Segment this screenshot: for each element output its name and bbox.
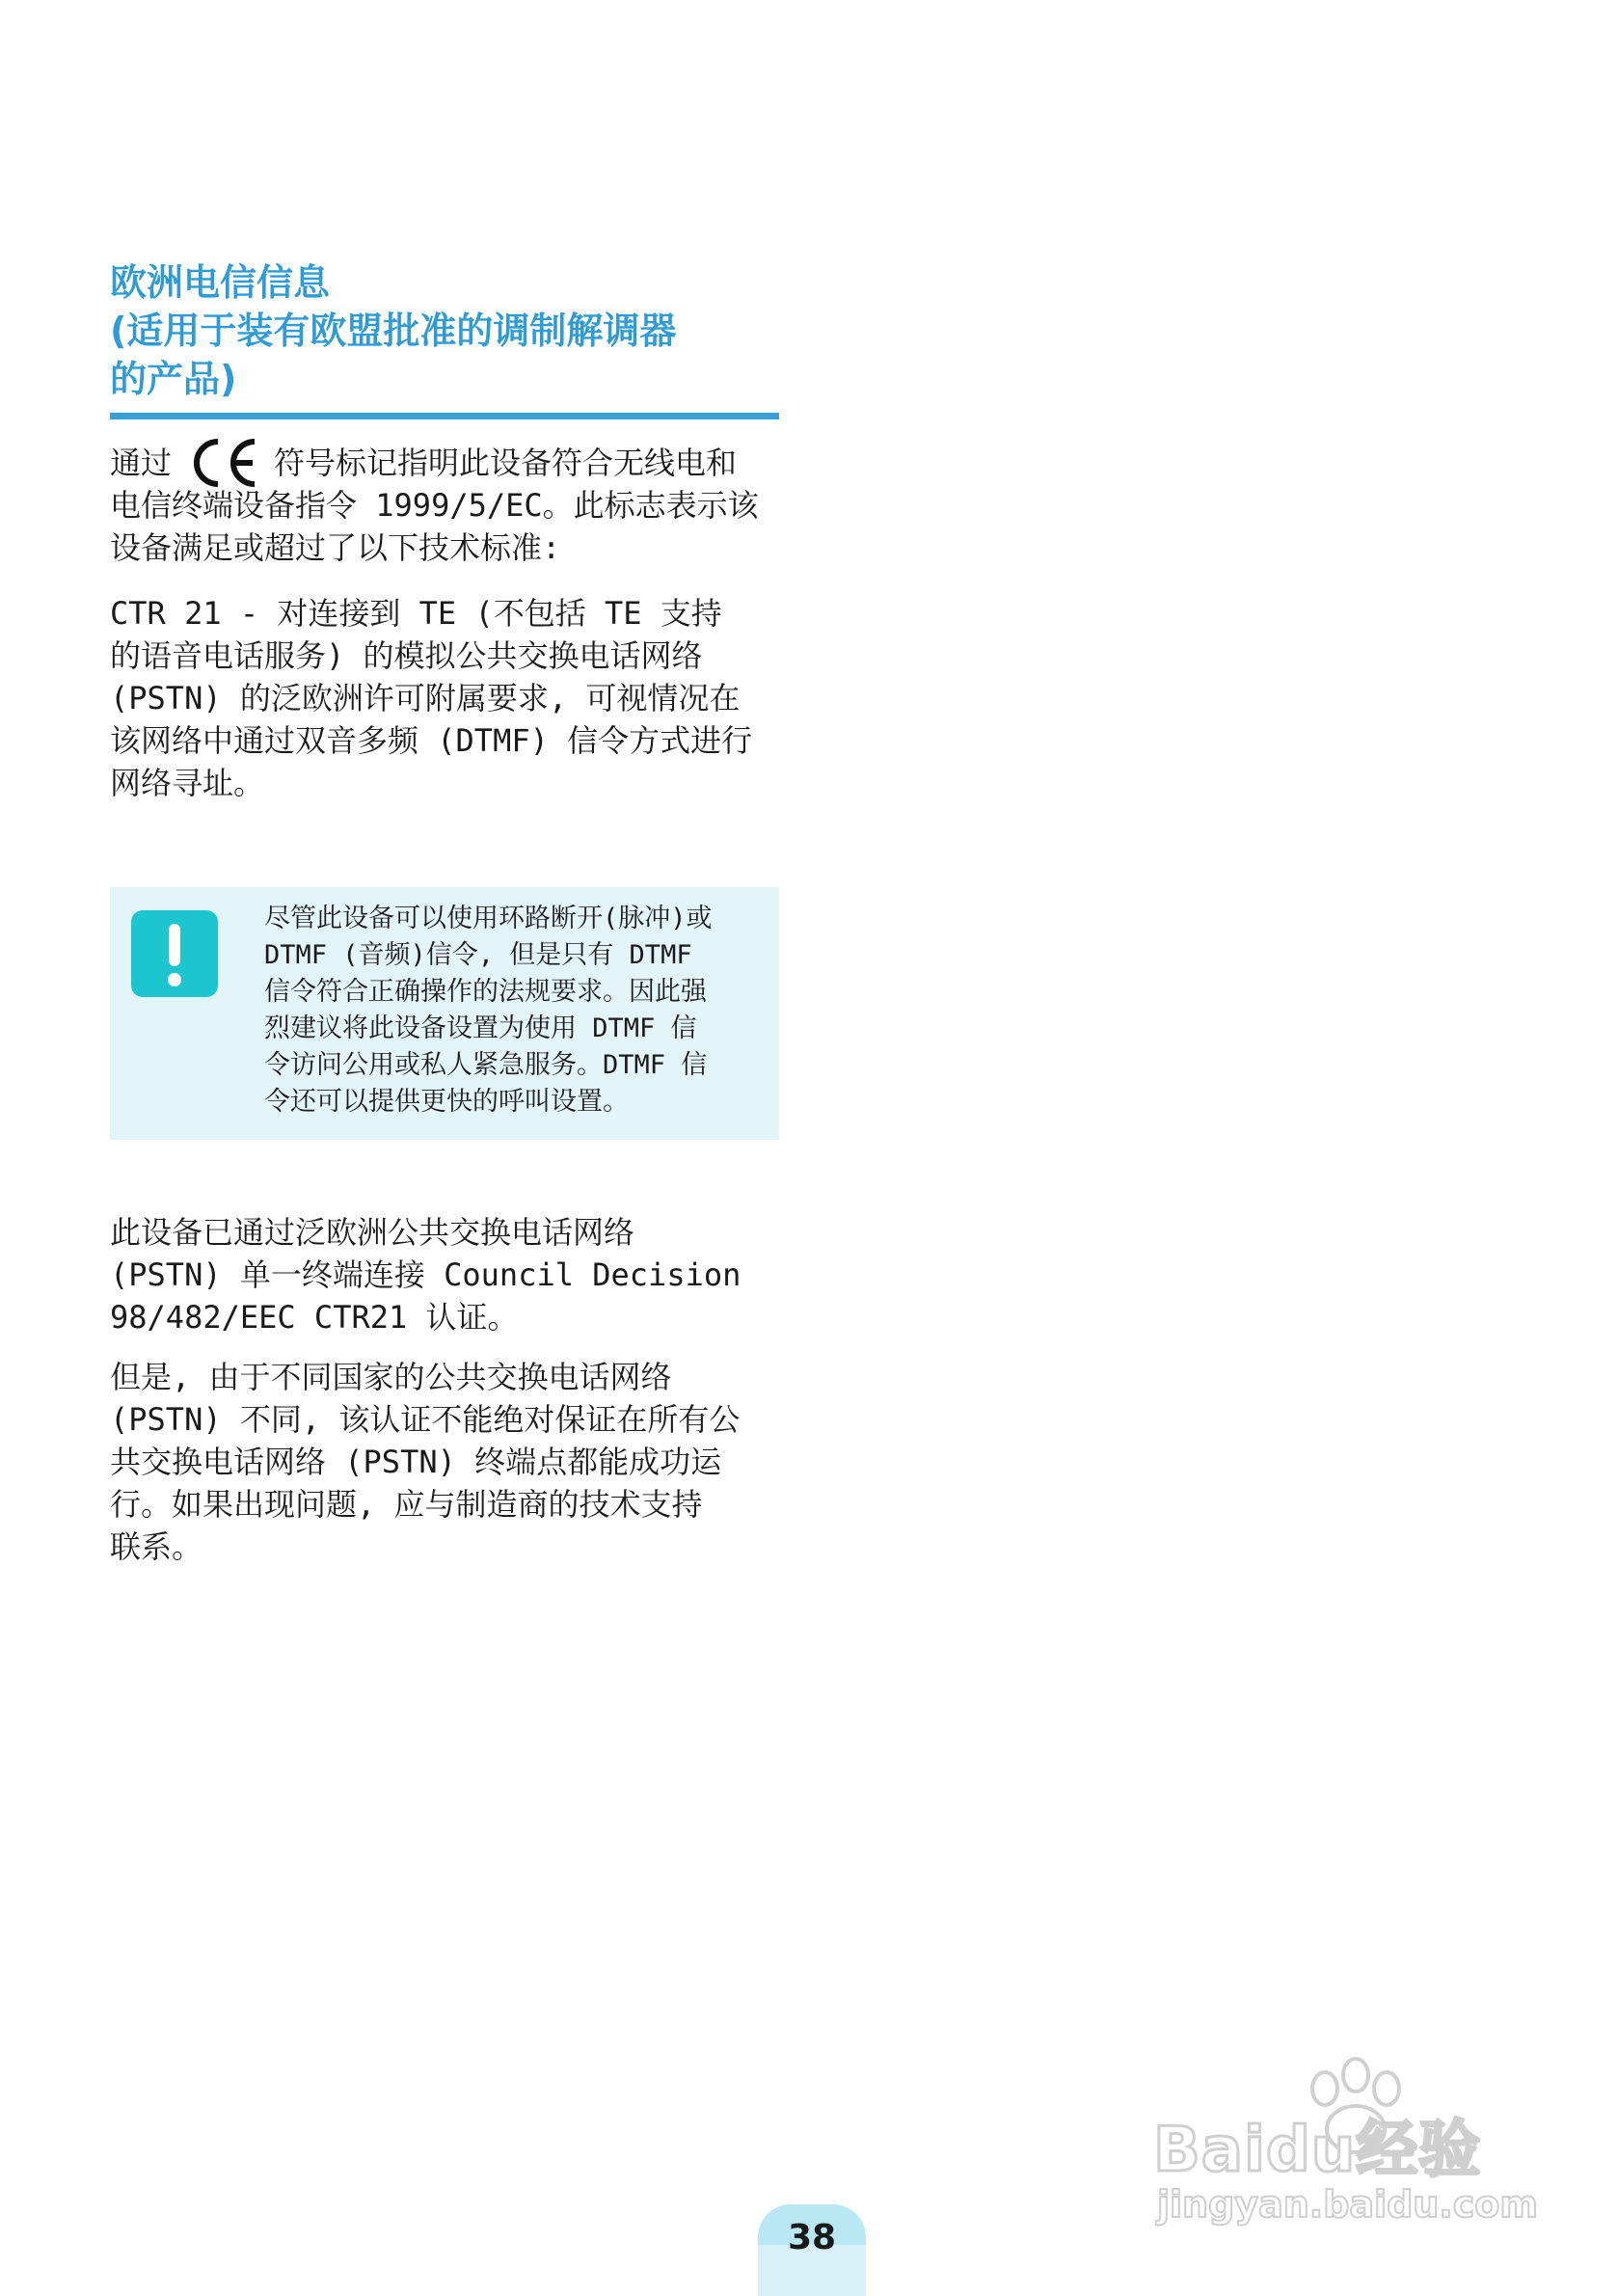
note-line: DTMF (音频)信令, 但是只有 DTMF bbox=[264, 940, 692, 970]
disclaimer-paragraph bbox=[110, 1356, 785, 1568]
baidu-watermark bbox=[1153, 2054, 1539, 2247]
approval-paragraph bbox=[110, 1211, 785, 1338]
note-line: 烈建议将此设备设置为使用 DTMF 信 bbox=[264, 1013, 697, 1043]
paragraph-line: 联系。 bbox=[110, 1528, 203, 1565]
paragraph-line: (PSTN) 单一终端连接 Council Decision bbox=[110, 1256, 742, 1293]
watermark-url: jingyan.baidu.com bbox=[1157, 2183, 1538, 2226]
page-number: 38 bbox=[787, 2218, 837, 2257]
paragraph-line: (PSTN) 的泛欧洲许可附属要求, 可视情况在 bbox=[110, 680, 741, 716]
note-line: 信令符合正确操作的法规要求。因此强 bbox=[264, 977, 707, 1007]
paragraph-line: 电信终端设备指令 1999/5/EC。此标志表示该 bbox=[110, 487, 759, 524]
paragraph-line: 行。如果出现问题, 应与制造商的技术支持 bbox=[110, 1486, 703, 1523]
heading-line: 的产品) bbox=[110, 358, 237, 400]
paragraph-line: CTR 21 - 对连接到 TE (不包括 TE 支持 bbox=[110, 595, 722, 632]
paragraph-line: 共交换电话网络 (PSTN) 终端点都能成功运 bbox=[110, 1444, 722, 1480]
paragraph-line: 设备满足或超过了以下技术标准: bbox=[110, 529, 561, 566]
heading-line: (适用于装有欧盟批准的调制解调器 bbox=[110, 310, 677, 352]
paragraph-line: (PSTN) 不同, 该认证不能绝对保证在所有公 bbox=[110, 1401, 741, 1438]
paragraph-line: 该网络中通过双音多频 (DTMF) 信令方式进行 bbox=[110, 722, 753, 759]
paragraph-line: 但是, 由于不同国家的公共交换电话网络 bbox=[110, 1359, 672, 1395]
watermark-brand: Baidu经验 bbox=[1153, 2115, 1482, 2186]
ce-paragraph bbox=[110, 442, 785, 569]
ctr21-paragraph bbox=[110, 592, 785, 804]
ce-mark-icon bbox=[189, 436, 260, 490]
heading-line: 欧洲电信信息 bbox=[110, 261, 331, 304]
paragraph-line: 的语音电话服务) 的模拟公共交换电话网络 bbox=[110, 637, 703, 674]
heading-underline bbox=[110, 413, 779, 419]
exclamation-icon bbox=[131, 910, 218, 997]
caution-note-text bbox=[264, 901, 766, 1121]
paragraph-line: 98/482/EEC CTR21 认证。 bbox=[110, 1299, 519, 1336]
note-line: 尽管此设备可以使用环路断开(脉冲)或 bbox=[264, 904, 713, 933]
caution-note bbox=[110, 887, 779, 1140]
section-heading bbox=[110, 258, 785, 403]
ce-line1-text: 符号标记指明此设备符合无线电和 bbox=[274, 445, 738, 481]
paragraph-line: 此设备已通过泛欧洲公共交换电话网络 bbox=[110, 1214, 635, 1251]
note-line: 令还可以提供更快的呼叫设置。 bbox=[264, 1087, 629, 1117]
ce-first-line bbox=[110, 442, 785, 484]
note-line: 令访问公用或私人紧急服务。DTMF 信 bbox=[264, 1050, 708, 1080]
ce-prefix: 通过 bbox=[110, 445, 173, 481]
paragraph-line: 网络寻址。 bbox=[110, 765, 265, 801]
